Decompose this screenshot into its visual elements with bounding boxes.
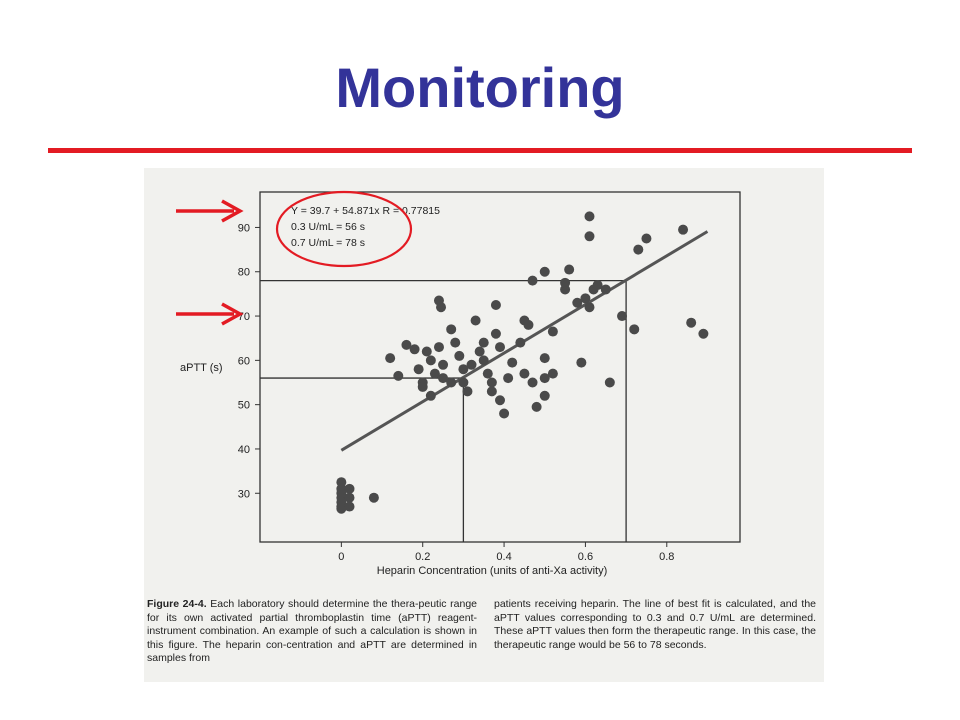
data-point [475, 346, 485, 356]
data-point [438, 360, 448, 370]
data-point [479, 355, 489, 365]
data-point [528, 378, 538, 388]
figure-caption-right: patients receiving heparin. The line of best fit is calculated, and the aPTT values corresponding to 0.3 and 0.7 U/mL are determined. These aPTT values then form the therapeutic range. In this case, the therapeutic range would be 56 to 78 seconds. [494, 598, 816, 651]
scanned-figure [144, 168, 824, 682]
data-point [576, 358, 586, 368]
data-point [344, 484, 354, 494]
data-point [580, 293, 590, 303]
data-point [686, 318, 696, 328]
data-point [641, 234, 651, 244]
data-point [499, 409, 509, 419]
data-point [548, 327, 558, 337]
annotation-text: Y = 39.7 + 54.871x R = 0.77815 [291, 205, 440, 217]
data-point [605, 378, 615, 388]
data-point [454, 351, 464, 361]
data-point [540, 267, 550, 277]
slide-title: Monitoring [335, 56, 625, 119]
data-point [462, 386, 472, 396]
data-point [426, 391, 436, 401]
data-point [344, 502, 354, 512]
data-point [519, 369, 529, 379]
y-tick-label: 60 [237, 355, 250, 368]
caption-text-left: Each laboratory should determine the thera-peutic range for its own activated partial thromboplastin time (aPTT) reagent-instrument combination. An example of such a calculation is shown in this figure. The heparin con-centration and aPTT are determined in samples from [147, 598, 477, 665]
data-point [495, 342, 505, 352]
annotation-text: 0.3 U/mL = 56 s [291, 221, 366, 233]
data-point [422, 346, 432, 356]
data-point [418, 382, 428, 392]
data-point [503, 373, 513, 383]
data-point [560, 278, 570, 288]
data-point [344, 493, 354, 503]
data-point [601, 284, 611, 294]
data-point [434, 342, 444, 352]
data-point [491, 329, 501, 339]
data-point [414, 364, 424, 374]
data-point [483, 369, 493, 379]
data-point [436, 302, 446, 312]
x-axis-label: Heparin Concentration (units of anti-Xa activity) [376, 565, 608, 577]
data-point [584, 231, 594, 241]
data-point [467, 360, 477, 370]
data-point [426, 355, 436, 365]
data-point [633, 245, 643, 255]
data-point [515, 338, 525, 348]
data-point [532, 402, 542, 412]
y-tick-label: 70 [237, 311, 250, 324]
data-point [495, 395, 505, 405]
x-tick-label: 0.8 [659, 551, 675, 563]
data-point [410, 344, 420, 354]
data-point [491, 300, 501, 310]
data-point [698, 329, 708, 339]
data-point [385, 353, 395, 363]
data-point [678, 225, 688, 235]
data-point [548, 369, 558, 379]
data-point [540, 391, 550, 401]
data-point [617, 311, 627, 321]
title-underline [48, 148, 912, 153]
equation-annotations [291, 205, 440, 249]
x-tick-label: 0.6 [577, 551, 594, 563]
data-point [369, 493, 379, 503]
data-point [540, 353, 550, 363]
y-axis-ticks [238, 222, 260, 500]
x-tick-label: 0.2 [415, 551, 431, 563]
data-point [458, 378, 468, 388]
data-point [629, 324, 639, 334]
data-point [450, 338, 460, 348]
y-tick-label: 80 [237, 266, 250, 279]
y-tick-label: 90 [237, 222, 250, 235]
data-point [487, 386, 497, 396]
y-tick-label: 50 [237, 399, 250, 412]
y-axis-label: aPTT (s) [180, 362, 223, 374]
data-point [507, 358, 517, 368]
data-point [446, 324, 456, 334]
x-axis-ticks [338, 542, 674, 563]
annotation-text: 0.7 U/mL = 78 s [291, 237, 366, 249]
data-point [487, 378, 497, 388]
caption-label: Figure 24-4. [147, 598, 207, 610]
data-point [584, 302, 594, 312]
data-point [528, 276, 538, 286]
arrow-icon [176, 201, 240, 221]
data-point [446, 378, 456, 388]
data-points [336, 211, 708, 513]
figure-caption-left [147, 598, 477, 666]
data-point [393, 371, 403, 381]
data-point [523, 320, 533, 330]
x-tick-label: 0.4 [496, 551, 512, 563]
scatter-chart [144, 168, 824, 598]
x-tick-label: 0 [338, 551, 345, 563]
reference-lines [260, 281, 626, 542]
data-point [584, 211, 594, 221]
data-point [564, 265, 574, 275]
data-point [479, 338, 489, 348]
data-point [471, 315, 481, 325]
y-tick-label: 30 [237, 488, 250, 501]
y-tick-label: 40 [237, 443, 250, 456]
arrow-icon [176, 304, 240, 324]
